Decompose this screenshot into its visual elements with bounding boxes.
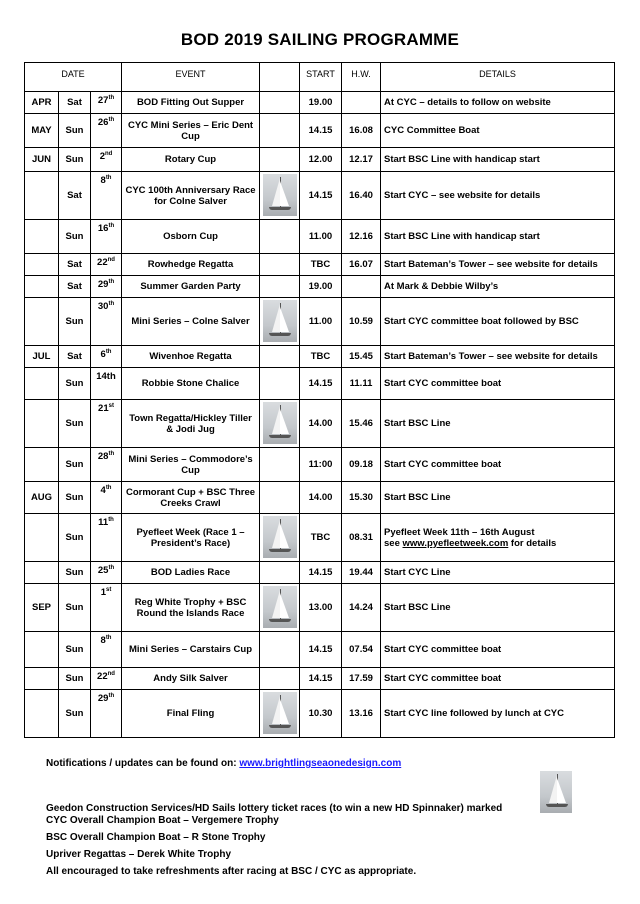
date-cell xyxy=(91,690,122,738)
website-link[interactable]: www.brightlingseaonedesign.com xyxy=(239,758,402,769)
boat-cell xyxy=(260,668,300,690)
details-link-line xyxy=(384,538,611,549)
date-number: 2 xyxy=(99,151,105,162)
hw-cell: 16.08 xyxy=(342,114,381,148)
start-cell: TBC xyxy=(300,346,342,368)
date-cell xyxy=(91,448,122,482)
date-number: 14th xyxy=(96,371,116,382)
event-cell: Summer Garden Party xyxy=(122,276,260,298)
header-details: DETAILS xyxy=(381,63,615,92)
hw-cell: 10.59 xyxy=(342,298,381,346)
start-cell: 11:00 xyxy=(300,448,342,482)
month-cell: JUL xyxy=(25,346,59,368)
month-cell xyxy=(25,400,59,448)
hw-cell: 16.40 xyxy=(342,172,381,220)
lottery-boat-image xyxy=(263,586,297,628)
details-text: Start BSC Line with handicap start xyxy=(384,154,540,165)
start-cell: TBC xyxy=(300,254,342,276)
event-cell: Mini Series – Commodore’s Cup xyxy=(122,448,260,482)
table-row xyxy=(25,368,615,400)
date-number: 11 xyxy=(98,517,109,528)
start-cell: 14.15 xyxy=(300,172,342,220)
event-cell: Mini Series – Colne Salver xyxy=(122,298,260,346)
day-cell: Sun xyxy=(59,668,91,690)
start-cell: 19.00 xyxy=(300,276,342,298)
event-cell: Town Regatta/Hickley Tiller & Jodi Jug xyxy=(122,400,260,448)
start-cell: 19.00 xyxy=(300,92,342,114)
bsc-champion-note: BSC Overall Champion Boat – R Stone Trophy xyxy=(46,832,266,843)
date-suffix: th xyxy=(108,516,114,523)
hw-cell: 19.44 xyxy=(342,562,381,584)
page-title: BOD 2019 SAILING PROGRAMME xyxy=(180,30,460,49)
details-text: Start CYC – see website for details xyxy=(384,190,541,201)
lottery-boat-image xyxy=(263,692,297,734)
date-suffix: nd xyxy=(104,150,113,157)
date-number: 8 xyxy=(100,635,106,646)
details-text: Pyefleet Week 11th – 16th August xyxy=(384,526,535,538)
date-suffix: th xyxy=(105,348,112,355)
details-cell xyxy=(381,276,615,298)
date-cell xyxy=(91,562,122,584)
month-cell xyxy=(25,298,59,346)
header-blank xyxy=(260,63,300,92)
day-cell: Sun xyxy=(59,368,91,400)
table-row xyxy=(25,172,615,220)
date-cell xyxy=(91,346,122,368)
boat-cell xyxy=(260,584,300,632)
pyefleet-link[interactable]: www.pyefleetweek.com xyxy=(402,537,509,549)
date-suffix: th xyxy=(105,634,112,641)
date-number: 29 xyxy=(97,693,109,704)
month-cell xyxy=(25,368,59,400)
date-cell xyxy=(91,148,122,172)
updates-prefix: Notifications / updates can be found on: xyxy=(46,758,240,769)
day-cell: Sun xyxy=(59,562,91,584)
details-text: Start BSC Line with handicap start xyxy=(384,231,540,242)
event-cell: BOD Ladies Race xyxy=(122,562,260,584)
date-cell xyxy=(91,632,122,668)
event-cell: Andy Silk Salver xyxy=(122,668,260,690)
day-cell: Sun xyxy=(59,114,91,148)
header-event: EVENT xyxy=(122,63,260,92)
date-cell xyxy=(91,400,122,448)
details-cell xyxy=(381,172,615,220)
hw-cell: 12.16 xyxy=(342,220,381,254)
date-number: 6 xyxy=(100,349,106,360)
date-suffix: st xyxy=(108,402,114,409)
day-cell: Sat xyxy=(59,92,91,114)
month-cell: APR xyxy=(25,92,59,114)
month-cell: JUN xyxy=(25,148,59,172)
details-link-suffix: for details xyxy=(508,537,557,549)
date-suffix: th xyxy=(108,116,115,123)
details-text: Start BSC Line xyxy=(384,602,451,613)
table-row xyxy=(25,514,615,562)
date-cell xyxy=(91,368,122,400)
cyc-champion-note: CYC Overall Champion Boat – Vergemere Trophy xyxy=(46,815,279,826)
boat-cell xyxy=(260,148,300,172)
table-row xyxy=(25,148,615,172)
month-cell xyxy=(25,448,59,482)
start-cell: 11.00 xyxy=(300,298,342,346)
updates-note xyxy=(46,758,401,769)
details-text: Start BSC Line xyxy=(384,418,451,429)
details-cell xyxy=(381,148,615,172)
date-number: 22 xyxy=(97,671,108,682)
table-row xyxy=(25,92,615,114)
start-cell: 14.15 xyxy=(300,368,342,400)
details-cell xyxy=(381,92,615,114)
day-cell: Sun xyxy=(59,400,91,448)
day-cell: Sat xyxy=(59,276,91,298)
month-cell xyxy=(25,690,59,738)
start-cell: 11.00 xyxy=(300,220,342,254)
hw-cell: 12.17 xyxy=(342,148,381,172)
event-cell: CYC 100th Anniversary Race for Colne Salver xyxy=(122,172,260,220)
date-number: 29 xyxy=(97,279,109,290)
date-number: 22 xyxy=(97,257,108,268)
details-cell xyxy=(381,632,615,668)
day-cell: Sun xyxy=(59,220,91,254)
date-suffix: st xyxy=(105,586,112,593)
hw-cell: 17.59 xyxy=(342,668,381,690)
boat-cell xyxy=(260,690,300,738)
boat-cell xyxy=(260,632,300,668)
header-hw: H.W. xyxy=(342,63,381,92)
lottery-boat-image xyxy=(263,516,297,558)
date-suffix: th xyxy=(105,484,112,491)
boat-cell xyxy=(260,172,300,220)
date-suffix: nd xyxy=(107,670,115,677)
details-text: Start Bateman’s Tower – see website for details xyxy=(384,259,598,270)
date-number: 30 xyxy=(97,301,109,312)
boat-cell xyxy=(260,400,300,448)
table-row xyxy=(25,668,615,690)
details-cell xyxy=(381,690,615,738)
details-text: Start CYC committee boat xyxy=(384,644,502,655)
details-text: Start CYC committee boat xyxy=(384,459,502,470)
boat-cell xyxy=(260,254,300,276)
date-cell xyxy=(91,482,122,514)
start-cell: 14.15 xyxy=(300,114,342,148)
month-cell: SEP xyxy=(25,584,59,632)
table-row xyxy=(25,482,615,514)
details-text: CYC Committee Boat xyxy=(384,125,480,136)
date-number: 1 xyxy=(100,587,106,598)
event-cell: Pyefleet Week (Race 1 – President’s Race) xyxy=(122,514,260,562)
start-cell: TBC xyxy=(300,514,342,562)
details-cell xyxy=(381,298,615,346)
event-cell: Rotary Cup xyxy=(122,148,260,172)
day-cell: Sun xyxy=(59,690,91,738)
hw-cell: 15.45 xyxy=(342,346,381,368)
day-cell: Sat xyxy=(59,346,91,368)
date-cell xyxy=(91,114,122,148)
table-row xyxy=(25,632,615,668)
date-cell xyxy=(91,668,122,690)
date-cell xyxy=(91,254,122,276)
event-cell: Wivenhoe Regatta xyxy=(122,346,260,368)
lottery-boat-image xyxy=(540,769,572,818)
details-cell xyxy=(381,400,615,448)
event-cell: Reg White Trophy + BSC Round the Islands Race xyxy=(122,584,260,632)
hw-cell: 13.16 xyxy=(342,690,381,738)
month-cell xyxy=(25,276,59,298)
date-number: 8 xyxy=(100,175,106,186)
month-cell xyxy=(25,562,59,584)
event-cell: BOD Fitting Out Supper xyxy=(122,92,260,114)
details-text: Start CYC committee boat xyxy=(384,673,502,684)
date-number: 27 xyxy=(97,95,109,106)
details-text: At CYC – details to follow on website xyxy=(384,97,551,108)
date-suffix: th xyxy=(105,174,112,181)
date-cell xyxy=(91,92,122,114)
details-cell xyxy=(381,254,615,276)
month-cell xyxy=(25,254,59,276)
boat-cell xyxy=(260,368,300,400)
table-row xyxy=(25,690,615,738)
date-suffix: th xyxy=(108,94,115,101)
event-cell: Final Fling xyxy=(122,690,260,738)
details-cell xyxy=(381,346,615,368)
date-suffix: th xyxy=(108,300,115,307)
details-link-prefix: see xyxy=(384,537,403,549)
month-cell: AUG xyxy=(25,482,59,514)
date-cell xyxy=(91,298,122,346)
boat-cell xyxy=(260,276,300,298)
date-number: 16 xyxy=(97,223,109,234)
details-cell xyxy=(381,368,615,400)
month-cell: MAY xyxy=(25,114,59,148)
boat-cell xyxy=(260,114,300,148)
event-cell: Robbie Stone Chalice xyxy=(122,368,260,400)
date-suffix: th xyxy=(108,278,115,285)
boat-cell xyxy=(260,448,300,482)
header-row xyxy=(25,63,615,92)
event-cell: Mini Series – Carstairs Cup xyxy=(122,632,260,668)
date-number: 28 xyxy=(97,451,109,462)
date-suffix: th xyxy=(108,692,115,699)
table-row xyxy=(25,220,615,254)
day-cell: Sat xyxy=(59,172,91,220)
month-cell xyxy=(25,668,59,690)
boat-cell xyxy=(260,220,300,254)
hw-cell: 16.07 xyxy=(342,254,381,276)
hw-cell: 15.30 xyxy=(342,482,381,514)
day-cell: Sun xyxy=(59,298,91,346)
date-cell xyxy=(91,514,122,562)
table-row xyxy=(25,346,615,368)
day-cell: Sun xyxy=(59,148,91,172)
month-cell xyxy=(25,172,59,220)
start-cell: 14.15 xyxy=(300,668,342,690)
hw-cell: 09.18 xyxy=(342,448,381,482)
lottery-note: Geedon Construction Services/HD Sails lottery ticket races (to win a new HD Spinnaker) marked xyxy=(46,803,503,814)
hw-cell: 11.11 xyxy=(342,368,381,400)
table-row xyxy=(25,298,615,346)
date-cell xyxy=(91,276,122,298)
date-suffix: nd xyxy=(107,256,115,263)
date-number: 4 xyxy=(100,485,106,496)
date-cell xyxy=(91,584,122,632)
boat-cell xyxy=(260,482,300,514)
hw-cell: 14.24 xyxy=(342,584,381,632)
details-text: Start Bateman’s Tower – see website for details xyxy=(384,351,598,362)
start-cell: 14.00 xyxy=(300,482,342,514)
boat-cell xyxy=(260,298,300,346)
table-row xyxy=(25,114,615,148)
details-cell xyxy=(381,482,615,514)
details-cell xyxy=(381,114,615,148)
date-suffix: th xyxy=(108,222,115,229)
boat-cell xyxy=(260,514,300,562)
lottery-boat-image xyxy=(263,300,297,342)
lottery-boat-image xyxy=(263,174,297,216)
table-row xyxy=(25,562,615,584)
day-cell: Sun xyxy=(59,448,91,482)
details-cell xyxy=(381,514,615,562)
event-cell: Osborn Cup xyxy=(122,220,260,254)
upriver-note: Upriver Regattas – Derek White Trophy xyxy=(46,849,232,860)
start-cell: 12.00 xyxy=(300,148,342,172)
details-text: Start CYC committee boat followed by BSC xyxy=(384,316,579,327)
lottery-boat-image xyxy=(263,402,297,444)
event-cell: Cormorant Cup + BSC Three Creeks Crawl xyxy=(122,482,260,514)
start-cell: 14.15 xyxy=(300,562,342,584)
table-row xyxy=(25,584,615,632)
date-cell xyxy=(91,172,122,220)
boat-cell xyxy=(260,562,300,584)
day-cell: Sun xyxy=(59,632,91,668)
details-text: Start BSC Line xyxy=(384,492,451,503)
date-number: 26 xyxy=(97,117,109,128)
refreshments-note: All encouraged to take refreshments after racing at BSC / CYC as appropriate. xyxy=(46,866,417,877)
details-cell xyxy=(381,562,615,584)
hw-cell: 15.46 xyxy=(342,400,381,448)
event-cell: CYC Mini Series – Eric Dent Cup xyxy=(122,114,260,148)
table-row xyxy=(25,448,615,482)
month-cell xyxy=(25,632,59,668)
details-cell xyxy=(381,584,615,632)
header-date: DATE xyxy=(25,63,122,92)
date-suffix: th xyxy=(108,450,115,457)
start-cell: 10.30 xyxy=(300,690,342,738)
hw-cell: 07.54 xyxy=(342,632,381,668)
boat-cell xyxy=(260,346,300,368)
hw-cell xyxy=(342,276,381,298)
date-suffix: th xyxy=(108,564,115,571)
event-cell: Rowhedge Regatta xyxy=(122,254,260,276)
hw-cell: 08.31 xyxy=(342,514,381,562)
date-number: 25 xyxy=(97,565,109,576)
day-cell: Sat xyxy=(59,254,91,276)
day-cell: Sun xyxy=(59,482,91,514)
table-row xyxy=(25,276,615,298)
details-cell xyxy=(381,220,615,254)
start-cell: 13.00 xyxy=(300,584,342,632)
date-number: 21 xyxy=(98,403,109,414)
header-start: START xyxy=(300,63,342,92)
boat-cell xyxy=(260,92,300,114)
details-text: Start CYC Line xyxy=(384,567,451,578)
hw-cell xyxy=(342,92,381,114)
programme-table xyxy=(24,62,615,738)
day-cell: Sun xyxy=(59,514,91,562)
details-cell xyxy=(381,448,615,482)
details-text: Start CYC line followed by lunch at CYC xyxy=(384,708,565,719)
table-row xyxy=(25,400,615,448)
start-cell: 14.00 xyxy=(300,400,342,448)
month-cell xyxy=(25,514,59,562)
date-cell xyxy=(91,220,122,254)
details-text: At Mark & Debbie Wilby’s xyxy=(384,281,499,292)
day-cell: Sun xyxy=(59,584,91,632)
details-text: Start CYC committee boat xyxy=(384,378,502,389)
start-cell: 14.15 xyxy=(300,632,342,668)
table-row xyxy=(25,254,615,276)
details-cell xyxy=(381,668,615,690)
month-cell xyxy=(25,220,59,254)
